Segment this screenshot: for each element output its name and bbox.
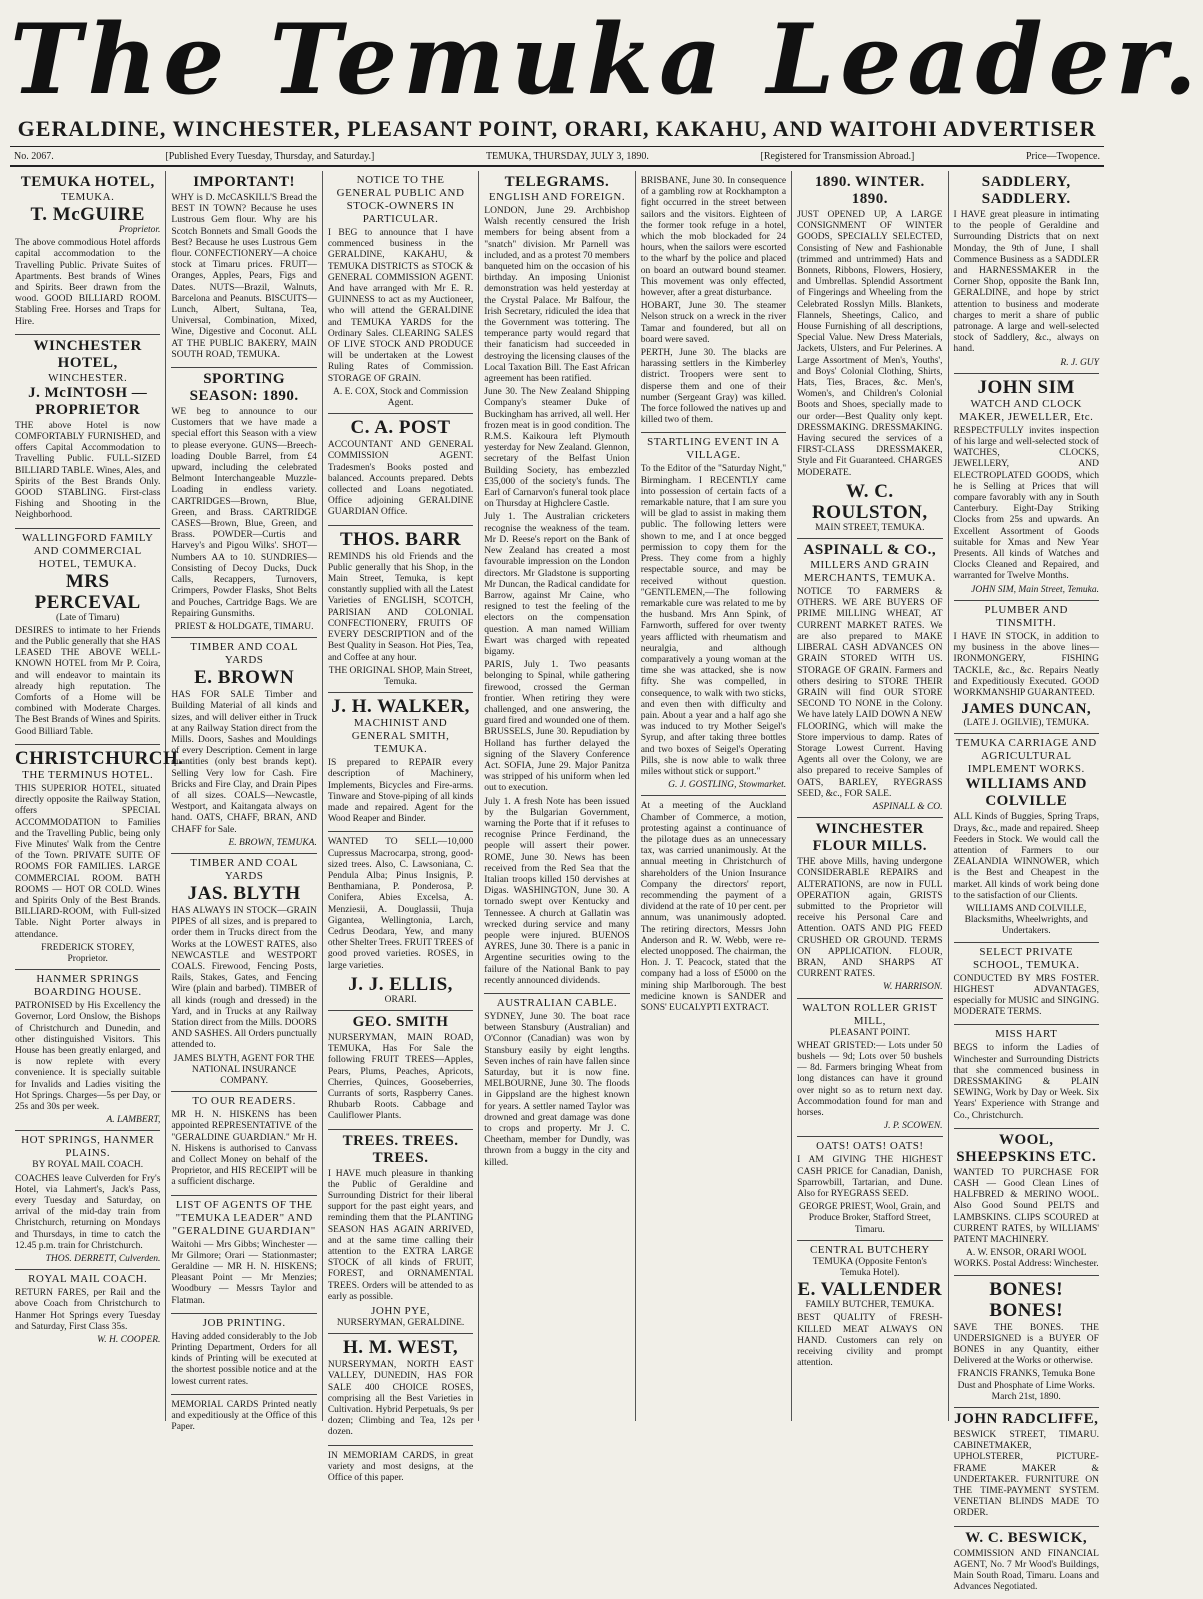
ad-signature: WILLIAMS AND COLVILLE, Blacksmiths, Wheelwrights, and Undertakers. xyxy=(964,903,1088,937)
ad-owner: JAS. BLYTH xyxy=(187,882,301,904)
ad-thos-barr xyxy=(328,526,473,693)
ad-title: WILLIAMS AND COLVILLE xyxy=(965,776,1087,810)
ad-john-sim xyxy=(954,374,1099,601)
ad-geo-smith xyxy=(328,1011,473,1130)
article-colonial-news xyxy=(641,171,786,433)
ad-body: WHY is D. McCASKILL'S Bread the BEST IN TOWN? Because he uses Lustrous Gem flour. Why are his Scotch Bonnets and Small Goods the Best? Because he uses Lustrous Gem flour. CONFECTIONERY—A choice stock at Timaru prices. FRUIT—Oranges, Apples, Pears, Figs and Dates. NUTS—Brazil, Walnuts, Barcelona and Peanuts. BISCUITS—Lunch, Albert, Sultana, Tea, Universal, Combination, Mixed, Wine, Digestive and Coconut. ALL AT THE PUBLIC BAKERY, MAIN SOUTH ROAD, TEMUKA. xyxy=(171,193,317,360)
ad-role: FAMILY BUTCHER, TEMUKA. xyxy=(805,1300,935,1311)
ad-james-duncan xyxy=(954,601,1099,734)
ad-signature: JAMES BLYTH, AGENT FOR THE NATIONAL INSURANCE COMPANY. xyxy=(173,1053,315,1086)
ad-title: WOOL, SHEEPSKINS ETC. xyxy=(956,1131,1097,1165)
ad-sub: NURSERYMAN, GERALDINE. xyxy=(336,1318,465,1329)
ad-body: ACCOUNTANT AND GENERAL COMMISSION AGENT. Tradesmen's Books posted and balanced. Accounts prepared. Debts collected and Loans negotiated. Office adjoining GERALDINE GUARDIAN Office. xyxy=(327,440,474,518)
ad-title: SPORTING SEASON: 1890. xyxy=(189,371,299,405)
article-paragraph: PERTH, June 30. The blacks are harassing settlers in the Kimberley district. Troopers were sent to disperse them and one of their number (Sergeant Gray) was killed. The force followed the natives up and killed two of them. xyxy=(640,348,787,426)
ad-sub: MILLERS AND GRAIN MERCHANTS, TEMUKA. xyxy=(803,559,936,585)
ad-sub: BY ROYAL MAIL COACH. xyxy=(32,1160,144,1171)
ad-head: PLUMBER AND TINSMITH. xyxy=(984,603,1068,629)
masthead xyxy=(10,3,1203,142)
ad-place: TEMUKA. xyxy=(61,191,115,203)
ad-body: NURSERYMAN, NORTH EAST VALLEY, DUNEDIN, HAS FOR SALE 400 CHOICE ROSES, comprising all the Best Varieties in Cultivation. Hybrid Perpetuals, 9s per dozen; Climbing and Tea, 12s per dozen. xyxy=(327,1360,474,1438)
ad-owner: W. C. ROULSTON, xyxy=(812,480,928,523)
column-2 xyxy=(166,171,322,1433)
ad-title: IMPORTANT! xyxy=(193,174,295,190)
ad-sub: MAIN STREET, TEMUKA. xyxy=(815,522,925,533)
article-paragraph: PARIS, July 1. Two peasants belonging to Spinal, while gathering firewood, crossed the German frontier. When retiring they were challenged, and one answering, the guard fired and wounded one of them. BRUSSELS, June 30. Repudiation by Holland has further delayed the signing of the Slavery Conference Act. SOFIA, June 29. Major Panitza was stripped of his uniform when led out to execution. xyxy=(484,660,630,794)
ad-walton-mill xyxy=(797,999,942,1138)
ad-signature: FRANCIS FRANKS, Temuka Bone Dust and Phosphate of Lime Works. March 21st, 1890. xyxy=(957,1369,1095,1402)
ad-place: WINCHESTER. xyxy=(48,371,128,384)
ad-body: PATRONISED by His Excellency the Governor, Lord Onslow, the Bishops of Christchurch and Dunedin, and other distinguished Visitors. This House has been greatly enlarged, and is now replete with every convenience. It is specially suitable for Invalids and Ladies visiting the Hot Springs. Charges—5s per Day, or 25s and 30s per week. xyxy=(15,1001,161,1112)
article-paragraph: LONDON, June 29. Archbishop Walsh recently censured the Irish members for being absent from a "snatch" division. Mr Parnell was included, and as a protest 70 members banqueted him on the occasion of his birthday. An imposing Unionist demonstration was held yesterday at the Crystal Palace. Mr Balfour, the Irish Secretary, ridiculed the idea that the Government was tottering. The temperance party would regard that their fanaticism had succeeded in destroying the licensing clauses of the Local Taxation Bill. The East African agreement has been ratified. xyxy=(484,206,630,385)
ad-title: J. H. WALKER, xyxy=(331,696,470,718)
ad-important-bakery xyxy=(171,171,316,368)
ad-wallingford-hotel xyxy=(15,529,160,745)
ad-job-printing xyxy=(171,1314,316,1395)
ad-owner: THOS. DERRETT, Culverden. xyxy=(45,1254,161,1264)
ad-sporting-season xyxy=(171,368,316,638)
ad-aspinall xyxy=(797,539,942,818)
ad-wanted-to-sell xyxy=(328,832,473,1011)
ad-title: CENTRAL BUTCHERY xyxy=(809,1243,930,1256)
ad-owner: T. McGUIRE xyxy=(30,204,145,225)
ad-temuka-hotel xyxy=(15,171,160,335)
registration-note: [Registered for Transmission Abroad.] xyxy=(760,150,915,162)
ad-owner: PRIEST & HOLDGATE, TIMARU. xyxy=(174,621,314,632)
ad-title: JOHN RADCLIFFE, xyxy=(954,1411,1099,1428)
ad-royal-mail-coach xyxy=(15,1270,160,1350)
ad-title: W. C. BESWICK, xyxy=(965,1529,1088,1546)
ad-body: BEGS to inform the Ladies of Winchester and Surrounding Districts that she commenced business in DRESSMAKING & PLAIN SEWING, Work by Day or Week. Six Years' Experience with Strange and Co., Christchurch. xyxy=(953,1043,1099,1121)
ad-our-readers xyxy=(171,1092,316,1195)
ad-body: RETURN FARES, per Rail and the above Coach from Christchurch to Hanmer Hot Springs every Tuesday and Saturday, First Class 35s. xyxy=(15,1288,161,1332)
article-title: AUSTRALIAN CABLE. xyxy=(496,997,618,1010)
ad-body: JUST OPENED UP, A LARGE CONSIGNMENT OF WINTER GOODS, SPECIALLY SELECTED, Consisting of New and Fashionable (trimmed and untrimmed) Hats and Bonnets, Ribbons, Flowers, Hosiery, and Umbrellas. Splendid Assortment of Fingerings and Wheeling from the Celebrated Rosslyn Mills. Blankets, Flannels, Sheetings, Calico, and House Furnishing of all descriptions, Special Value. New Dress Materials, Jackets, Ulsters, and Fur Pelerines. A Large Assortment of Men's, Youths', and Boys' Colonial Clothing, Shirts, Hats, Ties, Braces, &c. Men's, Women's, and Children's Colonial Boots and Shoes, specially made to our order—Best Quality only kept. DRESSMAKING. DRESSMAKING. Having secured the services of a FIRST-CLASS DRESSMAKER, Style and Fit Guaranteed. CHARGES MODERATE. xyxy=(797,210,943,478)
ad-owner: E. BROWN xyxy=(194,667,295,689)
ad-title: 1890. WINTER. 1890. xyxy=(814,174,925,207)
ad-title: SADDLERY, SADDLERY. xyxy=(981,174,1071,207)
ad-sub: THE TERMINUS HOTEL. xyxy=(22,768,154,781)
ad-title: WALTON ROLLER GRIST MILL, xyxy=(802,1001,938,1027)
ad-body: REMINDS his old Friends and the Public generally that his Shop, in the Main Street, Temuka, is kept constantly supplied with all the Latest Varieties of ENGLISH, SCOTCH, PARISIAN AND COLONIAL CONFECTIONERY, FRUITS OF EVERY DESCRIPTION and of the Best Quality in Season. Hot Pies, Tea, and Coffee at any hour. xyxy=(327,551,474,663)
ad-title: TEMUKA HOTEL, xyxy=(20,174,155,190)
ad-signature: JOHN SIM, Main Street, Temuka. xyxy=(971,584,1099,595)
ad-w-c-beswick xyxy=(954,1527,1099,1599)
issue-number: No. 2067. xyxy=(14,150,54,162)
ad-sub: (Late of Timaru) xyxy=(56,612,120,623)
ad-memorial-cards xyxy=(171,1395,316,1440)
ad-signature: A. W. ENSOR, ORARI WOOL WORKS. Postal Address: Winchester. xyxy=(953,1248,1099,1270)
column-5 xyxy=(636,171,792,1421)
ad-body: THE above Hotel is now COMFORTABLY FURNISHED, and offers Capital Accommodation to Travelling Public. FULL-SIZED BILLIARD TABLE. Wines, Ales, and Spirits of the Best Brands Only. GOOD STABLING. First-class Fishing and Shooting in the Neighborhood. xyxy=(15,420,161,521)
ad-agents-list xyxy=(171,1196,316,1314)
ad-body: IS prepared to REPAIR every description of Machinery, Implements, Bicycles and Fire-arms. Tinware and Stove-piping of all kinds made and repaired. Agent for the Wood Reaper and Binder. xyxy=(327,758,474,825)
ad-sub: PLEASANT POINT. xyxy=(829,1027,911,1038)
ad-body: ALL Kinds of Buggies, Spring Traps, Drays, &c., made and repaired. Sheep Feeders in Stock. We would call the attention of Farmers to our ZEALANDIA WINNOWER, which is the Best and Cheapest in the market. All kinds of work being done to the satisfaction of our Clients. xyxy=(953,812,1099,901)
ad-title: JAMES DUNCAN, xyxy=(961,701,1092,718)
issue-price: Price—Twopence. xyxy=(1026,150,1100,162)
article-paragraph: BRISBANE, June 30. In consequence of a gambling row at Rockhampton a fight occurred in the street between sailors and the visitors. Eighteen of the former took refuge in a hotel, which the mob blockaded for 24 hours, when the sailors were escorted to the wharf by the police and placed on board an outward bound steamer. This movement was only effected, however, after a great disturbance. xyxy=(640,176,787,299)
ad-body: Waitohi — Mrs Gibbs; Winchester — Mr Gilmore; Orari — Stationmaster; Geraldine — MR H. N. HISKENS; Pleasant Point — Mr Menzies; Woodbury — Messrs Taylor and Flatman. xyxy=(171,1239,317,1306)
ad-body: I AM GIVING THE HIGHEST CASH PRICE for Canadian, Danish, Sparrowbill, Tartarian, and Dune. Also for RYEGRASS SEED. xyxy=(797,1155,943,1200)
ad-hanmer-coach xyxy=(15,1131,160,1270)
ad-central-butchery xyxy=(797,1241,942,1376)
ad-body: MR H. N. HISKENS has been appointed REPRESENTATIVE of the "GERALDINE GUARDIAN." Mr H. N. Hiskens is authorised to Canvass and Collect Money on behalf of the Proprietor, and HIS RECEIPT will be a sufficient discharge. xyxy=(171,1110,317,1188)
newspaper-title: The Temuka Leader. xyxy=(10,3,1203,116)
ad-body: THIS SUPERIOR HOTEL, situated directly opposite the Railway Station, offers SPECIAL ACCOMMODATION to Families and the Travelling Public, being only Five Minutes' Walk from the Centre of the Town. PRIVATE SUITE OF ROOMS FOR FAMILIES. LARGE COMMERCIAL ROOM. BATH ROOMS — HOT OR COLD. Wines and Spirits Only of the Best Brands. BILLIARD-ROOM, with Full-sized Table. Night Porter always in attendance. xyxy=(15,783,161,940)
ad-body: WANTED TO SELL—10,000 Cupressus Macrocarpa, strong, good-sized trees. Also, C. Lawsoniana, C. Pendula Alba; Pinus Insignis, P. Benthamiana, P. Ponderosa, P. Conifera, Abies Excelsa, A. Menziesii, A. Douglassii, Thuja Gigantea, Wellingtonia, Larch, Cedrus Deodara, Yew, and many other Shelter Trees. FRUIT TREES of good proved varieties. ROSES, in large varieties. xyxy=(327,837,474,971)
column-7 xyxy=(949,171,1104,1593)
ad-owner: E. VALLENDER xyxy=(797,1279,943,1301)
ad-miss-hart xyxy=(954,1025,1099,1128)
ad-body: NURSERYMAN, MAIN ROAD, TEMUKA, Has For Sale the following FRUIT TREES—Apples, Pears, Plums, Peaches, Apricots, Cherries, Quinces, Gooseberries, Currants of sorts, Raspberry Canes. Rhubarb Roots. Cabbage and Cauliflower Plants. xyxy=(327,1032,474,1122)
ad-signature: A. E. COX, Stock and Commission Agent. xyxy=(332,386,469,409)
ad-body: COMMISSION AND FINANCIAL AGENT, No. 7 Mr Wood's Buildings, Main South Road, Timaru. Loans and Advances Negotiated. xyxy=(953,1548,1099,1593)
ad-body: Having added considerably to the Job Printing Department, Orders for all kinds of Printing will be executed at the shortest possible notice and at the lowest current rates. xyxy=(171,1331,317,1387)
ad-title: TREES. TREES. TREES. xyxy=(342,1132,459,1166)
ad-bones xyxy=(954,1276,1099,1408)
article-paragraph: July 1. A fresh Note has been issued by the Bulgarian Government, warning the Porte that if it refuses to recognise Prince Ferdinand, the people will assert their power. ROME, June 30. News has been received from the Red Sea that the Italian troops killed 150 dervishes at Digas. WASHINGTON, June 30. A tornado swept over Kentucky and Tennessee. A church at Gallatin was wrecked during service and many people were injured. BUENOS AYRES, June 30. There is a panic in Argentine securities owing to the failure of the National Bank to pay recently announced dividends. xyxy=(484,796,630,986)
ad-body: WE beg to announce to our Customers that we have made a special effort this Season with a view to please everyone. GUNS—Breech-loading Double Barrel, from £4 upward, including the celebrated Belmont Interchangeable Muzzle-Loading in endless variety. CARTRIDGES—Brown, Blue, Green, and Brass. CARTRIDGE CASES—Brown, Blue, Green, and Brass. POWDER—Curtis and Harvey's and Pigou Wilks'. SHOT—Numbers AA to 10. SUNDRIES—Consisting of Decoy Ducks, Duck Calls, Recappers, Turnovers, Crimpers, Powder Flasks, Shot Belts and Pouches, Cartridge Bags. We are Repairing Gunsmiths. xyxy=(171,407,317,619)
ad-body: IN MEMORIAM CARDS, in great variety and most designs, at the Office of this paper. xyxy=(327,1450,474,1484)
ad-title: BONES! BONES! xyxy=(989,1278,1064,1321)
article-subtitle: ENGLISH AND FOREIGN. xyxy=(488,191,626,203)
ad-sub: (LATE J. OGILVIE), TEMUKA. xyxy=(963,718,1090,729)
ad-title: TO OUR READERS. xyxy=(192,1095,296,1108)
ad-signature: R. J. GUY xyxy=(1060,357,1099,368)
ad-title: MISS HART xyxy=(995,1028,1058,1041)
ad-title: JOHN SIM xyxy=(977,376,1075,398)
ad-title: WALLINGFORD FAMILY AND COMMERCIAL HOTEL, TEMUKA. xyxy=(21,531,154,570)
ad-title: NOTICE TO THE GENERAL PUBLIC AND STOCK-OWNERS IN PARTICULAR. xyxy=(336,174,465,225)
ad-title: H. M. WEST, xyxy=(342,1337,459,1359)
ad-title: GEO. SMITH xyxy=(352,1013,449,1030)
article-paragraph: To the Editor of the "Saturday Night," Birmingham. I RECENTLY came into possession of certain facts of a remarkable nature, that I am sure you will be glad to assist in making them public. The following letters were shown to me, and I at once begged permission to copy them for the Press. They come from a highly respectable source, and may be received without question. "GENTLEMEN,—The following remarkable cure was related to me by the husband. Mrs Ann Spink, of Farnworth, suffered for over twenty years afflicted with rheumatism and neuralgia, and although comparatively a young woman at the time she was attacked, she is now fifty. She was compelled, in consequence, to walk with two sticks, and even then with difficulty and pain. About a year and a half ago she was induced to try Mother Seigel's Syrup, and after taking three bottles and two boxes of Seigel's Operating Pills, she is now able to walk three miles without stick or support." xyxy=(640,464,787,777)
ad-trees xyxy=(328,1130,473,1335)
ad-winter-goods xyxy=(797,171,942,539)
ad-owner: JOHN PYE, xyxy=(371,1305,430,1318)
ad-owner: J. McINTOSH — PROPRIETOR xyxy=(28,384,148,418)
ad-title: LIST OF AGENTS OF THE "TEMUKA LEADER" AND "GERALDINE GUARDIAN" xyxy=(172,1198,316,1237)
ad-body: I HAVE much pleasure in thanking the Public of Geraldine and Surrounding District for their liberal support for the past eight years, and reminding them that the PLANTING SEASON HAS AGAIN ARRIVED, and at the same time calling their attention to the EXTRA LARGE STOCK of all kinds of FRUIT, FOREST, and ORNAMENTAL TREES. Orders will be attended to as early as possible. xyxy=(327,1168,474,1302)
ad-body: The above commodious Hotel affords capital accommodation to the Travelling Public. Private Suites of Apartments. Best brands of Wines and Spirits. Beer drawn from the wood. GOOD BILLIARD ROOM. Stabling Free. Horses and Traps for Hire. xyxy=(15,238,161,327)
ad-owner: FREDERICK STOREY, xyxy=(41,942,135,953)
ad-oats xyxy=(797,1137,942,1240)
ad-body: I HAVE great pleasure in intimating to the people of Geraldine and Surrounding Districts that on next Monday, the 9th of June, I shall Commence Business as a SADDLER and HARNESSMAKER in the Corner Shop, opposite the Bank Inn, GERALDINE, and hope by strict attention to business and moderate charges to merit a share of public patronage. A large and well-selected stock of Saddlery, &c., always on hand. xyxy=(953,210,1099,355)
article-meetings xyxy=(641,796,786,1020)
ad-h-m-west xyxy=(328,1334,473,1445)
ad-body: DESIRES to intimate to her Friends and the Public generally that she HAS LEASED THE ABOVE WELL-KNOWN HOTEL from Mr P. Coira, and will endeavor to maintain its already high reputation. The Comforts of a Home will be combined with Moderate Charges. The Best Brands of Wines and Spirits. Good Billiard Table. xyxy=(15,625,161,737)
ad-terminus-hotel xyxy=(15,745,184,970)
article-paragraph: July 1. The Australian cricketers recognise the weakness of the team. Mr D. Reese's report on the Bank of New Zealand has created a most favourable impression on the London directors. Mr Gladstone is supporting Mr Duncan, the Radical candidate for Barrow, against Mr Caine, who resigned to test the feeling of the electors on the compensation question. A man named William Ewart was charged with repeated bigamy. xyxy=(484,512,630,657)
ad-owner: MRS PERCEVAL xyxy=(34,570,141,613)
ad-title: TIMBER AND COAL YARDS xyxy=(190,856,298,882)
ad-c-a-post xyxy=(328,414,473,525)
ad-winchester-flour-mills xyxy=(797,818,942,998)
ad-body: I HAVE IN STOCK, in addition to my business in the above lines—IRONMONGERY, FISHING TACKLE, &c., &c. Repairs Neatly and Expeditiously Executed. GOOD WORKMANSHIP GUARANTEED. xyxy=(953,631,1099,698)
ad-john-radcliffe xyxy=(954,1408,1099,1527)
ad-title: TIMBER AND COAL YARDS xyxy=(190,641,298,667)
column-6 xyxy=(792,171,948,1421)
ad-body: BESWICK STREET, TIMARU. CABINETMAKER, UPHOLSTERER, PICTURE-FRAME MAKER & UNDERTAKER. FURNITURE ON THE TIME-PAYMENT SYSTEM. VENETIAN BLINDS MADE TO ORDER. xyxy=(953,1430,1099,1519)
ad-body: HAS ALWAYS IN STOCK—GRAIN PIPES of all sizes, and is prepared to order them in Trucks direct from the Works at the LOWEST RATES, also NEWCASTLE and WESTPORT COALS. Firewood, Fencing Posts, Rails, Stakes, Gates, and Fencing Wire (plain and barbed). TIMBER of all kinds (rough and dressed) in the Yard, and in Trucks at any Railway Station direct from the Mills. DOORS AND SASHES. All Orders punctually attended to. xyxy=(171,905,317,1051)
ad-title: HANMER SPRINGS BOARDING HOUSE. xyxy=(33,973,142,999)
publication-schedule: [Published Every Tuesday, Thursday, and Saturday.] xyxy=(165,150,375,162)
ad-role: Proprietor. xyxy=(118,225,161,235)
ad-sub: TEMUKA (Opposite Fenton's Temuka Hotel). xyxy=(812,1256,927,1279)
ad-wool-sheepskins xyxy=(954,1129,1099,1276)
ad-stock-notice xyxy=(328,171,473,414)
ad-title: WINCHESTER FLOUR MILLS. xyxy=(812,821,927,855)
article-paragraph: HOBART, June 30. The steamer Nelson struck on a wreck in the river Tamar and foundered, but all on board were saved. xyxy=(640,301,787,345)
ad-title: CHRISTCHURCH. xyxy=(15,747,184,769)
ad-williams-colville xyxy=(954,734,1099,942)
ad-title: SELECT PRIVATE SCHOOL, TEMUKA. xyxy=(972,945,1080,971)
ad-body: WHEAT GRISTED:— Lots under 50 bushels — 9d; Lots over 50 bushels — 8d. Farmers bringing Wheat from long distances can have it ground over night so as to return next day. Accommodation found for man and horses. xyxy=(797,1040,943,1118)
ad-role: Proprietor. xyxy=(67,953,108,964)
article-signature: G. J. GOSTLING, Stowmarket. xyxy=(668,780,787,791)
ad-signature: E. BROWN, TEMUKA. xyxy=(228,837,317,848)
columns xyxy=(10,171,1104,1593)
ad-winchester-hotel xyxy=(15,335,160,529)
article-paragraph: June 30. The New Zealand Shipping Company's steamer Duke of Buckingham has arrived, all well. Her frozen meat is in good condition. The R.M.S. Kaikoura left Plymouth yesterday for New Zealand. Glennon, secretary of the Belfast Union Building Society, has embezzled £35,000 of the society's funds. The Earl of Carnarvon's funeral took place on Thursday at Highclere Castle. xyxy=(484,387,630,510)
column-4 xyxy=(479,171,635,1421)
ad-signature: ASPINALL & CO. xyxy=(872,801,943,812)
ad-title: THOS. BARR xyxy=(339,528,462,550)
ad-hanmer-boarding xyxy=(15,970,160,1131)
ad-body: I BEG to announce that I have commenced business in the GERALDINE, KAKAHU, & TEMUKA DISTRICTS as STOCK & GENERAL COMMISSION AGENT. And have arranged with Mr E. R. GUINNESS to act as my Auctioneer, who will attend the GERALDINE and TEMUKA YARDS for the Ordinary Sales. CLEARING SALES OF LIVE STOCK AND PRODUCE will be undertaken at the Lowest Ruling Rates of Commission. STORAGE OF GRAIN. xyxy=(327,228,474,384)
ad-title: OATS! OATS! OATS! xyxy=(816,1140,924,1153)
ad-body: BEST QUALITY of FRESH-KILLED MEAT ALWAYS ON HAND. Customers can rely on receiving civility and prompt attention. xyxy=(797,1313,943,1369)
column-3 xyxy=(323,171,479,1484)
ad-sub: WATCH AND CLOCK MAKER, JEWELLER, Etc. xyxy=(959,397,1094,423)
ad-sub: MACHINIST AND GENERAL SMITH, TEMUKA. xyxy=(351,717,450,756)
ad-title: ROYAL MAIL COACH. xyxy=(28,1273,148,1286)
ad-title: ASPINALL & CO., xyxy=(803,542,937,559)
ad-body: CONDUCTED BY MRS FOSTER. HIGHEST ADVANTAGES, especially for MUSIC and SINGING. MODERATE TERMS. xyxy=(953,973,1099,1018)
issue-date: TEMUKA, THURSDAY, JULY 3, 1890. xyxy=(485,150,649,162)
article-paragraph: At a meeting of the Auckland Chamber of Commerce, a motion, protesting against a continuance of the pilotage dues as an unnecessary tax, was carried unanimously. At the annual meeting in Christchurch of shareholders of the Union Insurance Company the directors' report, recommending the payment of a dividend at the rate of 10 per cent. per annum, was unanimously adopted. The retiring directors, Messrs John Anderson and R. W. Webb, were re-elected unopposed. The chairman, the Hon. J. T. Peacock, stated that the company had a loss of £5000 on the mining ship Marlborough. The best medicine known is SANDER and SONS' EUCALYPTI EXTRACT. xyxy=(640,801,787,1014)
ad-body: RESPECTFULLY invites inspection of his large and well-selected stock of WATCHES, CLOCKS, JEWELLERY, AND ELECTROPLATED GOODS, which he is Selling at Prices that will compare favorably with any in South Canterbury. Eight-Day Striking Clocks from 25s and upwards. An Excellent Assortment of Goods suitable for Xmas and New Year Presents. All kinds of Watches and Clocks Cleaned and Repaired, and warranted for Twelve Months. xyxy=(953,425,1099,582)
article-telegrams xyxy=(484,171,629,994)
ad-signature: THE ORIGINAL SHOP, Main Street, Temuka. xyxy=(328,665,473,687)
ad-saddlery xyxy=(954,171,1099,374)
ad-owner: W. H. COOPER. xyxy=(97,1335,161,1346)
article-startling-event xyxy=(641,433,786,796)
article-paragraph: SYDNEY, June 30. The boat race between Stansbury (Australian) and O'Connor (Canadian) was won by Stansbury easily by eight lengths. Seven inches of rain have fallen since Saturday, but it is now fine. MELBOURNE, June 30. The floods in Gippsland are the highest known for years. A settler named Taylor was drowned and great damage was done to crops and property. Mr J. C. Cheetham, member for Dundly, was thrown from a buggy in the city and killed. xyxy=(484,1012,630,1168)
ad-j-h-walker xyxy=(328,693,473,832)
ad-in-memoriam xyxy=(328,1446,473,1491)
ad-body: NOTICE TO FARMERS & OTHERS. WE ARE BUYERS OF PRIME MILLING WHEAT, AT CURRENT MARKET RATES. We are also prepared to MAKE LIBERAL CASH ADVANCES ON GRAIN STORED WITH US. STORAGE OF GRAIN. Farmers and others desiring to STORE THEIR GRAIN will find OUR STORE SECOND TO NONE in the Colony. We have lately LAID DOWN A NEW FLOORING, which will make the Store impervious to damp. Rates of Storage Lowest Current. Having Agents all over the Colony, we are also prepared to receive Samples of OATS, BARLEY, RYEGRASS SEED, &c., FOR SALE. xyxy=(797,587,943,799)
ad-blyth-yards xyxy=(171,854,316,1092)
ad-owner: J. J. ELLIS, xyxy=(348,973,453,995)
article-title: TELEGRAMS. xyxy=(504,174,610,190)
ad-owner: A. LAMBERT, xyxy=(106,1115,161,1126)
ad-private-school xyxy=(954,943,1099,1026)
ad-body: HAS FOR SALE Timber and Building Material of all kinds and sizes, and will deliver either in Truck at any Railway Station direct from the Mills. Doors, Sashes and Mouldings of every Description. Cement in large quantities (only best brands kept). Selling Very low for Cash. Fire Bricks and Fire Clay, and Drain Pipes of all sizes. COALS—Newcastle, Westport, and Kaitangata always on hand. OATS, CHAFF, BRAN, AND CHAFF for Sale. xyxy=(171,690,317,835)
issue-info-bar xyxy=(10,146,1104,167)
ad-title: JOB PRINTING. xyxy=(202,1316,286,1329)
ad-signature: GEORGE PRIEST, Wool, Grain, and Produce Broker, Stafford Street, Timaru. xyxy=(799,1202,941,1235)
column-1 xyxy=(10,171,184,1421)
ad-body: COACHES leave Culverden for Fry's Hotel, via Lahmert's, Jack's Pass, every Tuesday and Saturday, on arrival of the mid-day train from Christchurch, returning on Mondays and Thursdays, in time to catch the 12.45 p.m. train for Christchurch. xyxy=(15,1173,161,1251)
ad-title: WINCHESTER HOTEL, xyxy=(33,337,142,371)
ad-place: ORARI. xyxy=(384,994,417,1005)
ad-owner: C. A. POST xyxy=(350,417,451,439)
ad-body: WANTED TO PURCHASE FOR CASH — Good Clean Lines of HALFBRED & MERINO WOOL. Also Good Sound PELTS and LAMBSKINS. CLIPS SCOURED at CURRENT RATES, by WILLIAMS' PATENT MACHINERY. xyxy=(953,1167,1099,1245)
ad-e-brown-yards xyxy=(171,638,316,854)
ad-signature: J. P. SCOWEN. xyxy=(883,1121,943,1132)
newspaper-subtitle: GERALDINE, WINCHESTER, PLEASANT POINT, ORARI, KAKAHU, AND WAITOHI ADVERTISER xyxy=(17,116,1097,141)
ad-head: TEMUKA CARRIAGE AND AGRICULTURAL IMPLEMENT WORKS. xyxy=(955,737,1097,776)
article-australian-cable xyxy=(484,994,629,1175)
ad-title: HOT SPRINGS, HANMER PLAINS. xyxy=(21,1134,155,1160)
article-title: STARTLING EVENT IN A VILLAGE. xyxy=(647,436,780,462)
ad-body: SAVE THE BONES. THE UNDERSIGNED is a BUYER OF BONES in any Quantity, either Delivered at the Works or otherwise. xyxy=(953,1322,1099,1367)
ad-body: THE above Mills, having undergone CONSIDERABLE REPAIRS and ALTERATIONS, are now in FULL OPERATION again, GRISTS submitted to the Proprietor will receive his Personal Care and Attention. OATS AND PIG FEED CRUSHED OR GROUND. TERMS ON APPLICATION. FLOUR, BRAN, AND SHARPS AT CURRENT RATES. xyxy=(797,857,943,980)
ad-body: MEMORIAL CARDS Printed neatly and expeditiously at the Office of this Paper. xyxy=(171,1399,317,1433)
ad-signature: W. HARRISON. xyxy=(882,982,943,993)
